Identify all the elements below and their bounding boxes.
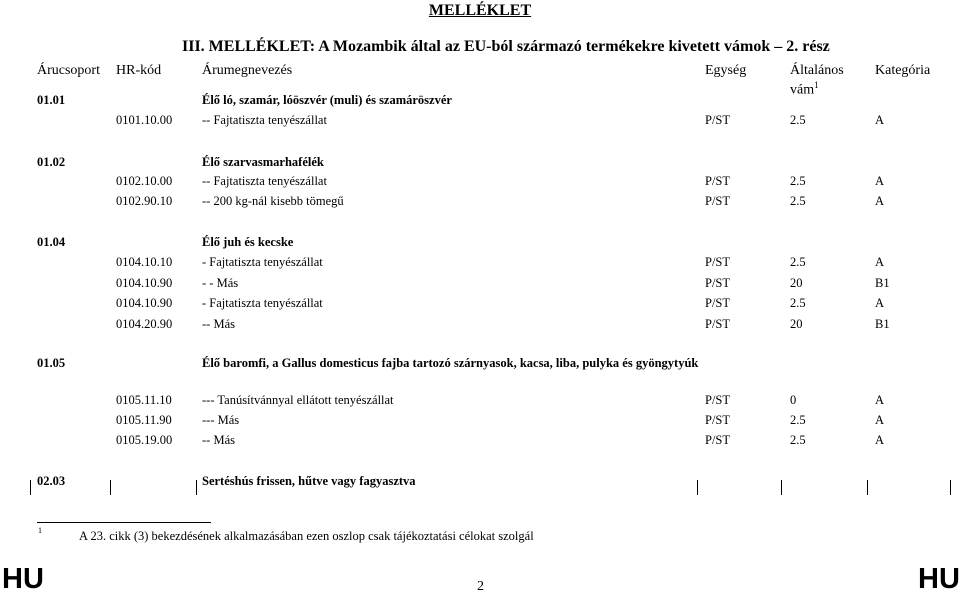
section-name: Élő ló, szamár, lóöszvér (muli) és szamáröszvér: [202, 93, 452, 107]
row-description: -- Fajtatiszta tenyészállat: [202, 113, 327, 127]
row-duty: 2.5: [790, 296, 806, 310]
footnote-text: A 23. cikk (3) bekezdésének alkalmazásában ezen oszlop csak tájékoztatási célokat szolgál: [79, 529, 534, 543]
row-duty: 20: [790, 276, 803, 290]
row-category: A: [875, 113, 885, 127]
row-duty: 2.5: [790, 174, 806, 188]
row-category: A: [875, 255, 885, 269]
row-hs-code: 0102.10.00: [116, 174, 173, 188]
row-hs-code: 0101.10.00: [116, 113, 173, 127]
header-hs-code: HR-kód: [116, 63, 162, 78]
row-duty: 2.5: [790, 255, 806, 269]
row-category: A: [875, 413, 885, 427]
row-unit: P/ST: [705, 433, 731, 447]
page-number: 2: [477, 579, 484, 594]
footnote-separator: [37, 522, 211, 523]
row-unit: P/ST: [705, 393, 731, 407]
row-hs-code: 0104.20.90: [116, 317, 173, 331]
row-unit: P/ST: [705, 255, 731, 269]
row-description: --- Tanúsítvánnyal ellátott tenyészállat: [202, 393, 394, 407]
row-hs-code: 0102.90.10: [116, 194, 173, 208]
row-unit: P/ST: [705, 317, 731, 331]
row-description: --- Más: [202, 413, 240, 427]
row-duty: 2.5: [790, 433, 806, 447]
annex-subtitle: III. MELLÉKLET: A Mozambik által az EU-ból származó termékekre kivetett vámok – 2. rész: [182, 38, 830, 55]
row-duty: 2.5: [790, 413, 806, 427]
row-description: -- Más: [202, 433, 235, 447]
footer-language-right: HU: [918, 563, 960, 595]
table-border: [30, 480, 31, 495]
row-unit: P/ST: [705, 194, 731, 208]
row-duty: 20: [790, 317, 803, 331]
header-group: Árucsoport: [37, 63, 100, 78]
row-unit: P/ST: [705, 174, 731, 188]
row-hs-code: 0104.10.10: [116, 255, 173, 269]
header-unit: Egység: [705, 63, 747, 78]
row-duty: 0: [790, 393, 797, 407]
row-category: A: [875, 393, 885, 407]
row-hs-code: 0105.11.10: [116, 393, 172, 407]
section-name: Sertéshús frissen, hűtve vagy fagyasztva: [202, 474, 416, 488]
row-unit: P/ST: [705, 276, 731, 290]
row-description: - - Más: [202, 276, 239, 290]
table-border: [196, 480, 197, 495]
row-description: - Fajtatiszta tenyészállat: [202, 296, 323, 310]
section-code: 01.01: [37, 93, 66, 107]
section-code: 01.02: [37, 155, 66, 169]
row-category: B1: [875, 317, 890, 331]
section-code: 02.03: [37, 474, 66, 488]
section-code: 01.05: [37, 356, 66, 370]
row-hs-code: 0105.19.00: [116, 433, 173, 447]
row-description: - Fajtatiszta tenyészállat: [202, 255, 323, 269]
section-name: Élő baromfi, a Gallus domesticus fajba tartozó szárnyasok, kacsa, liba, pulyka és gyöngytyúk: [202, 356, 699, 370]
row-unit: P/ST: [705, 296, 731, 310]
table-border: [110, 480, 111, 495]
footer-language-left: HU: [2, 563, 44, 595]
table-border: [781, 480, 782, 495]
row-category: A: [875, 296, 885, 310]
row-description: -- Fajtatiszta tenyészállat: [202, 174, 327, 188]
row-category: B1: [875, 276, 890, 290]
row-unit: P/ST: [705, 413, 731, 427]
table-border: [950, 480, 951, 495]
table-border: [867, 480, 868, 495]
section-name: Élő szarvasmarhafélék: [202, 155, 324, 169]
row-description: -- Más: [202, 317, 235, 331]
row-duty: 2.5: [790, 194, 806, 208]
row-duty: 2.5: [790, 113, 806, 127]
row-hs-code: 0104.10.90: [116, 276, 173, 290]
section-name: Élő juh és kecske: [202, 235, 294, 249]
row-category: A: [875, 174, 885, 188]
header-description: Árumegnevezés: [202, 63, 293, 78]
row-hs-code: 0104.10.90: [116, 296, 173, 310]
section-code: 01.04: [37, 235, 66, 249]
footnote-number: 1: [38, 526, 42, 535]
table-border: [697, 480, 698, 495]
header-duty: Általános vám$^1$: [790, 63, 844, 98]
row-description: -- 200 kg-nál kisebb tömegű: [202, 194, 344, 208]
row-hs-code: 0105.11.90: [116, 413, 172, 427]
duty-footnote-ref: 1: [814, 80, 819, 90]
row-category: A: [875, 433, 885, 447]
header-category: Kategória: [875, 63, 931, 78]
page-title: MELLÉKLET: [428, 2, 532, 19]
row-category: A: [875, 194, 885, 208]
row-unit: P/ST: [705, 113, 731, 127]
